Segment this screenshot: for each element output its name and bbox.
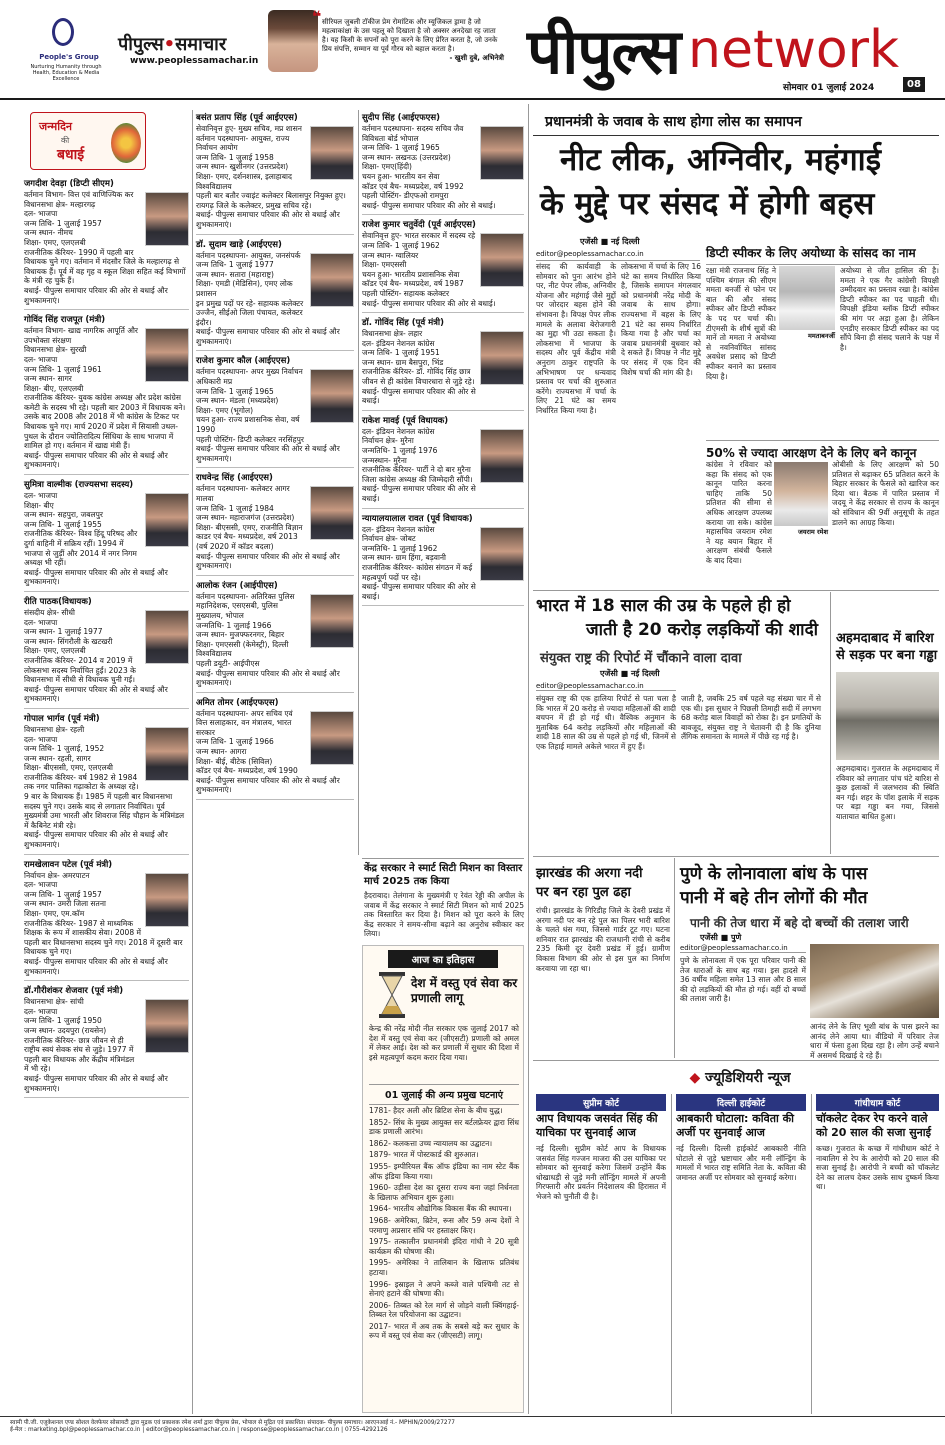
birthday-person-name: राकेश मावई (पूर्व विधायक) [362,415,449,426]
lead-body-col2: लोकसभा में चर्चा के लिए 16 घंटे का समय निर्धारित किया है, जिसके समापन मंगलवार को प्रधानमंत्री नरेंद्र मोदी के जवाब के साथ होगा। राज्यसभा में बहस के लिए 21 घंटे का समय निर्धारित किया गया है और चर्चा का जवाब प्रधानमंत्री बुधवार को दे सकते हैं। विपक्ष ने नीट मुद्दे पर संसद में एक दिन की विशेष चर्चा की मांग की है। [621,262,701,377]
birthday-person-photo [310,594,354,648]
quote-text: सीरियल जुबली टॉकीज प्रेम रोमांटिक और म्यूजिकल ड्रामा है जो महत्वाकांक्षा के उस पहलू को दिखाता है जो अक्सर अनदेखा रह जाता है। यह किसी के सपनों को पूरा करने के लिए प्रेरित करता है, जो उनके प्रिय संपत्ति, सम्मान या पूर्व गौरव को बहाल करता है। [322,18,498,53]
pune-headline[interactable] [680,862,939,910]
imprint-footer [0,1416,945,1445]
birthday-entry [24,312,189,475]
badge-top: जन्मदिन [39,120,73,133]
birthday-person-bio: विधानसभा क्षेत्र- सांची दल- भाजपा जन्म तिथि- 1 जुलाई 1950 जन्म स्थान- उदयपुरा (रायसेन) राजनीतिक कॅरियर- छात्र जीवन से ही राष्ट्रीय स्वयं सेवक संघ से जुड़े। 1977 में पहली बार विधायक और केंद्रीय मंत्रिमंडल में भी रहे। बधाई- पीपुल्स समाचार परिवार की ओर से बधाई और शुभकामनाएं। [24,997,168,1093]
pune-deck: पानी की तेज धारा में बहे दो बच्चों की तलाश जारी [690,916,909,930]
jairam-photo [774,462,828,526]
birthday-person-name: डॉ. सुदाम खाड़े (आईएएस) [196,239,282,250]
site-url[interactable]: www.peoplessamachar.in [130,56,259,66]
history-event: 1975- तत्कालीन प्रधानमंत्री इंदिरा गांधी ने 20 सूत्री कार्यक्रम की घोषणा की। [369,1237,519,1256]
tag-gandhidham-court: गांधीधाम कोर्ट [816,1094,939,1111]
birthday-person-photo [145,727,189,781]
smart-city-headline[interactable]: केंद्र सरकार ने स्मार्ट सिटी मिशन का विस्तार मार्च 2025 तक किया [364,863,523,887]
pune-email[interactable]: editor@peoplessamachar.co.in [680,944,806,953]
birthday-column-1 [24,176,189,1414]
brand-title [118,32,226,56]
group-name: People's Group [39,53,99,61]
birthday-badge [30,112,146,170]
ahmedabad-headline-line1: अहमदाबाद में बारिश [836,631,934,646]
birthday-person-name: गोविंद सिंह राजपूत (मंत्री) [24,315,106,326]
birthday-entry [196,470,354,575]
ahmedabad-pothole-photo [836,672,939,760]
history-event: 1968- अमेरिका, ब्रिटेन, रूस और 59 अन्य देशों ने परमाणु अप्रसार संधि पर हस्ताक्षर किए। [369,1215,519,1235]
birthday-person-photo [480,233,524,287]
birthday-person-bio: विधानसभा क्षेत्र- रहली दल- भाजपा जन्म तिथि- 1 जुलाई, 1952 जन्म स्थान- रहली, सागर शिक्षा- बीएससी, एमए, एलएलबी राजनीतिक कॅरियर- वर्ष 1982 से 1984 तक नगर पालिका गढ़ाकोटा के अध्यक्ष रहे। 9 बार के विधायक हैं। 1985 में पहली बार विधानसभा सदस्य चुने गए। उसके बाद से लगातार निर्वाचित। पूर्व मुख्यमंत्री उमा भारती और शिवराज सिंह चौहान के मंत्रिमंडल में कैबिनेट मंत्री रहे। बधाई- पीपुल्स समाचार परिवार की ओर से बधाई और शुभकामनाएं। [24,724,185,850]
birthday-entry [196,695,354,800]
birthday-person-photo [310,711,354,765]
birthday-entry [362,413,524,509]
birthday-entry [362,511,524,607]
mamata-caption: ममताबनर्जी [808,332,835,340]
history-event: 2006- तिब्बत को रेल मार्ग से जोड़ने वाली क्विंगहाई-तिब्बत रेल परियोजना का उद्घाटन। [369,1300,519,1320]
peoples-group-logo [52,18,74,46]
gandhidham-body: कच्छ। गुजरात के कच्छ में गांधीधाम कोर्ट ने नाबालिग से रेप के आरोपी को 20 साल की सजा सुनाई है। आरोपी ने बच्ची को चॉकलेट देने का लालच देकर उसके साथ दुष्कर्म किया था। [816,1144,939,1192]
mamata-photo [779,266,835,330]
history-event: 1862- कलकत्ता उच्च न्यायालय का उद्घाटन। [369,1138,493,1148]
marriage-deck: संयुक्त राष्ट्र की रिपोर्ट में चौंकाने वाला दावा [540,651,742,666]
birthday-person-bio: संसदीय क्षेत्र- सीधी दल- भाजपा जन्म स्थान- 1 जुलाई 1977 जन्म स्थान- सिंगरौली के खटखरी शिक्षा- एमए, एलएलबी राजनीतिक कॅरियर- 2014 व 2019 में लोकसभा सदस्य निर्वाचित हुईं। 2023 के विधानसभा में सीधी से विधायक चुनी गईं। बधाई- पीपुल्स समाचार परिवार की ओर से बधाई और शुभकामनाएं। [24,607,168,704]
birthday-person-name: राजेश कुमार कौल (आईएएस) [196,356,291,367]
birthday-entry [24,857,189,982]
history-body: केन्द्र की नरेंद्र मोदी नीत सरकार एक जुलाई 2017 को देश में वस्तु एवं सेवा कर (जीएसटी) प्रणाली को अमल में लेकर आई। देश को कर प्रणाली में सुधार की दिशा में इसे महत्वपूर्ण कदम करार दिया गया। [369,1024,519,1062]
deputy-body-col1: रक्षा मंत्री राजनाथ सिंह ने पश्चिम बंगाल की सीएम ममता बनर्जी से फोन पर बात की और संसद स्पीकर और डिप्टी स्पीकर के पद पर चर्चा की। टीएमसी के शीर्ष सूत्रों की मानें तो ममता ने अयोध्या से नवनिर्वाचित सांसद अवधेश प्रसाद को डिप्टी स्पीकर बनाने का प्रस्ताव दिया है। [706,266,776,381]
birthday-entry [24,477,189,592]
birthday-entry [24,711,189,855]
birthday-entry [24,594,189,709]
ahmedabad-headline-line2: से सड़क पर बना गड्ढा [836,648,938,663]
birthday-person-photo [145,192,189,246]
lead-byline: एजेंसी ■ नई दिल्ली [580,237,640,246]
lead-body-col1: संसद की कार्यवाही के सोमवार को पुनः आरंभ होने पर, नीट पेपर लीक, अग्निवीर योजना और महंगाई जैसे मुद्दों पर जोरदार बहस होने की संभावना है। विपक्ष पेपर लीक मामले के अलावा बेरोजगारी का मुद्दा भी उठा सकता है। लोकसभा में भाजपा के सदस्य और पूर्व केंद्रीय मंत्री अनुराग ठाकुर राष्ट्रपति के अभिभाषण पर धन्यवाद प्रस्ताव पर चर्चा की शुरुआत करेंगे। राज्यसभा में चर्चा के लिए 21 घंटे का समय निर्धारित किया गया है। [536,262,616,415]
supreme-court-body: नई दिल्ली। सुप्रीम कोर्ट आप के विधायक जसवंत सिंह गज्जन माजरा की उस याचिका पर सोमवार को सुनवाई करेगा जिसमें उन्होंने बैंक धोखाधड़ी से जुड़े मनी लॉन्ड्रिंग मामले में अपनी गिरफ्तारी और प्रवर्तन निदेशालय की हिरासत में भेजने को चुनौती दी है। [536,1144,666,1201]
history-headline: देश में वस्तु एवं सेवा कर प्रणाली लागू [411,976,518,1005]
delhi-hc-headline[interactable]: आबकारी घोटाला: कविता की अर्जी पर सुनवाई आज [676,1112,794,1139]
brand-post: समाचार [175,34,227,55]
birthday-person-name: न्यायालयालाल रावत (पूर्व विधायक) [362,513,473,524]
birthday-person-photo [310,126,354,180]
marriage-body-col1: संयुक्त राष्ट्र की एक हालिया रिपोर्ट से पता चला है कि भारत में 20 करोड़ से ज्यादा महिलाओं की शादी बचपन में ही हो गई थी। वैश्विक अनुमान के मुताबिक 64 करोड़ लड़कियों और महिलाओं की शादी 18 साल की उम्र से पहले हो गई थी, जिनमें से एक तिहाई मामले अकेले भारत में हुए हैं। [536,694,676,751]
birthday-person-photo [145,999,189,1053]
brand-pre: पीपुल्स [118,34,164,55]
history-event: 1781- हैदर अली और ब्रिटिश सेना के बीच युद्ध। [369,1106,503,1115]
birthday-person-bio: विधानसभा क्षेत्र- लहार दल- इंडियन नेशनल कांग्रेस जन्म तिथि- 1 जुलाई 1951 जन्म स्थान- ग्राम बैसपुरा, भिंड राजनीतिक कॅरियर- डॉ. गोविंद सिंह छात्र जीवन से ही कांग्रेस विचारधारा से जुड़े रहे। बधाई- पीपुल्स समाचार परिवार की ओर से बधाई। [362,329,476,406]
jharkhand-body: रांची। झारखंड के गिरिडीह जिले के देवरी प्रखंड में अरगा नदी पर बन रहे पुल का पिलर भारी बारिश के चलते धंस गया, जिससे गार्डर टूट गए। घटना शनिवार रात झारखंड की राजधानी रांची से करीब 235 किमी दूर देवरी प्रखंड में हुई। ग्रामीण विकास विभाग की ओर से इस पुल का निर्माण करवाया जा रहा था। [536,906,670,973]
birthday-person-bio: वर्तमान पदस्थापना- अतिरिक्त पुलिस महानिदेशक, एसएसबी, पुलिस मुख्यालय, भोपाल जन्मतिथि- 1 जुलाई 1966 जन्म स्थान- मुजफ्फरनगर, बिहार शिक्षा- एमएससी (केमेस्ट्री), दिल्ली विश्वविद्यालय पहली डयूटी- आईपीएस बधाई- पीपुल्स समाचार परिवार की ओर से बधाई और शुभकामनाएं। [196,591,340,688]
pune-headline-line2: पानी में बहे तीन लोगों की मौत [680,888,868,908]
birthday-entry [24,983,189,1098]
history-events-title: 01 जुलाई की अन्य प्रमुख घटनाएं [369,1084,519,1105]
marriage-byline: एजेंसी ■ नई दिल्ली [600,669,660,678]
birthday-person-bio: वर्तमान पदस्थापना- अपर सचिव एवं वित्त सलाहकार, वन मंत्रालय, भारत सरकार जन्म तिथि- 1 जुलाई 1966 जन्म स्थान- आगरा शिक्षा- बीई, बीटेक (सिविल) कॉडर एवं बैच- मध्यप्रदेश, वर्ष 1990 बधाई- पीपुल्स समाचार परिवार की ओर से बधाई और शुभकामनाएं। [196,708,340,795]
birthday-person-bio: दल- इंडियन नेशनल कांग्रेस निर्वाचन क्षेत्र- जोबट जन्मतिथि- 1 जुलाई 1962 जन्म स्थान- ग्राम हिंगा, बड़वानी राजनीतिक कॅरियर- कांग्रेस संगठन में कई महत्वपूर्ण पदों पर रहे। बधाई- पीपुल्स समाचार परिवार की ओर से बधाई। [362,524,476,601]
birthday-person-name: अमित तोमर (आईएफएस) [196,697,279,708]
birthday-entry [196,578,354,693]
deputy-headline[interactable]: डिप्टी स्पीकर के लिए अयोध्या के सांसद का नाम [706,244,939,265]
birthday-person-photo [310,253,354,307]
ahmedabad-body: अहमदाबाद। गुजरात के अहमदाबाद में रविवार को लगातार पांच घंटे बारिश से कुछ इलाकों में जलभराव की स्थिति बन गई। शहर के पॉश इलाके में सड़क पर बड़ा गड्ढा बन गया, जिससे यातायात बाधित हुआ। [836,764,939,821]
lead-email[interactable]: editor@peoplessamachar.co.in [536,250,700,261]
birthday-person-photo [480,527,524,581]
lead-headline-line2[interactable]: के मुद्दे पर संसद में होगी बहस [540,186,875,222]
footer-line2: ई-मेल : marketing.bpl@peoplessamachar.co.in | editor@peoplessamachar.co.in | response@peoplessamachar.co.in | 0755-4292126 [10,1427,388,1433]
history-event: 2017- भारत में अब तक के सबसे बड़े कर सुधार के रूप में वस्तु एवं सेवा कर (जीएसटी) लागू। [369,1321,519,1341]
marriage-headline[interactable] [536,594,826,642]
brand-separator: • [163,34,176,55]
smart-city-body: हैदराबाद। तेलंगाना के मुख्यमंत्री ए रेवंत रेड्डी की अपील के जवाब में केंद्र सरकार ने स्मार्ट सिटी मिशन को मार्च 2025 तक विस्तारित कर दिया है। मिशन को पूरा करने के लिए केंद्र सरकार ने समय-सीमा बढ़ाने का अनुरोध स्वीकार कर लिया। [364,891,524,939]
history-event: 1955- इम्पीरियल बैंक ऑफ इंडिया का नाम स्टेट बैंक ऑफ इंडिया किया गया। [369,1161,519,1181]
history-events-list [369,1106,519,1408]
birthday-person-photo [480,429,524,483]
pune-byline: एजेंसी ■ पुणे [700,933,742,942]
birthday-person-bio: निर्वाचन क्षेत्र- अमरपाटन दल- भाजपा जन्म तिथि- 1 जुलाई 1957 जन्म स्थान- उमरी जिला सतना शिक्षा- एमए, एम.कॉम राजनीतिक कॅरियर- 1987 से माध्यमिक शिक्षक के रूप में शासकीय सेवा। 2008 में पहली बार विधानसभा सदस्य चुने गए। 2018 में दूसरी बार विधायक चुने गए। बधाई- पीपुल्स समाचार परिवार की ओर से बधाई और शुभकामनाएं। [24,870,183,976]
reservation-body-col1: कांग्रेस ने रविवार को कहा कि संसद को एक कानून पारित करना चाहिए ताकि 50 प्रतिशत की सीमा से अधिक आरक्षण उपलब्ध कराया जा सके। कांग्रेस महासचिव जयराम रमेश ने यह बयान बिहार में आरक्षण संबंधी फैसले के बाद दिया। [706,460,772,565]
pune-body-col1: पुणे के लोनावला में एक पूरा परिवार पानी की तेज धाराओं के साथ बह गया। इस हादसे में 36 वर्षीय महिला समेत 13 साल और 8 साल की दो लड़कियों की मौत हो गई। वहीं दो बच्चों की तलाश जारी है। [680,956,806,1004]
birthday-column-2 [196,110,354,1414]
smart-city-story [364,862,524,955]
judiciary-accent-icon: ◆ [689,1070,701,1086]
birthday-person-name: सुदीप सिंह (आईएफएस) [362,113,440,123]
delhi-hc-body: नई दिल्ली। दिल्ली हाईकोर्ट आबकारी नीति घोटाले से जुड़े भ्रष्टाचार और मनी लॉन्ड्रिंग के मामलों में भारत राष्ट्र समिति नेता के. कविता की जमानत अर्जी पर सोमवार को सुनवाई करेगा। [676,1144,806,1182]
reservation-body-col2: ओबीसी के लिए आरक्षण को 50 प्रतिशत से बढ़ाकर 65 प्रतिशत करने के बिहार सरकार के फैसले को खारिज कर दिया था। बैठक में पारित प्रस्ताव में जदयू ने केंद्र सरकार से राज्य के कानून को संविधान की 9वीं अनुसूची के तहत डालने का आग्रह किया। [832,460,939,527]
history-event: 1964- भारतीय औद्योगिक विकास बैंक की स्थापना। [369,1204,512,1214]
footer-line1: स्वामी पी.जी. एजुकेशनल एण्ड सोशल वेलफेयर सोसायटी द्वारा मुद्रक एवं प्रकाशक रमेश शर्मा द्वारा पीपुल्स प्रेस, भोपाल से मुद्रित एवं प्रकाशित। संपादक- पीपुल्स समाचार। आरएनआई नं.- MPHIN/2009/27277 [10,1420,455,1426]
birthday-person-photo [480,331,524,385]
pune-body-col2: आनंद लेने के लिए भूशी बांध के पास झरने का आनंद लेने आया था। वीडियो में परिवार तेज धारा में फंसा हुआ दिख रहा है। लोग उन्हें बचाने में असमर्थ दिखाई दे रहे हैं। [810,1022,939,1060]
birthday-entry [362,315,524,411]
masthead [0,0,945,100]
marriage-body-col2: जाती है, जबकि 25 वर्ष पहले यह संख्या चार में से एक थी। इस सुधार ने पिछली तिमाही सदी में लगभग 68 करोड़ बाल विवाहों को रोका है। इन प्रगतियों के बावजूद, संयुक्त राष्ट्र ने चेतावनी दी है कि दुनिया लैंगिक समानता के मामले में पीछे रह गई है। [681,694,821,742]
actress-photo [268,10,318,72]
birthday-person-photo [310,369,354,423]
ahmedabad-headline[interactable] [836,630,939,664]
marriage-headline-line1: भारत में 18 साल की उम्र के पहले ही हो [536,596,791,616]
lead-kicker: प्रधानमंत्री के जवाब के साथ होगा लोस का समापन [545,114,802,130]
birthday-entry [362,110,524,215]
birthday-person-name: डॉ. गोविंद सिंह (पूर्व मंत्री) [362,318,445,329]
lead-headline-line1[interactable]: नीट लीक, अग्निवीर, महंगाई [560,142,881,178]
birthday-person-bio: वर्तमान पदस्थापना- कलेक्टर आगर मालवा जन्म तिथि- 1 जुलाई 1984 जन्म स्थान- महाराजगंज (उत्तरप्रदेश) शिक्षा- बीएससी, एमए, राजनीति विज्ञान काडर एवं बैच- मध्यप्रदेश, वर्ष 2013 (वर्ष 2020 में कॉडर बदला) बधाई- पीपुल्स समाचार परिवार की ओर से बधाई और शुभकामनाएं। [196,484,340,571]
flower-bouquet-icon [111,123,141,163]
judiciary-section [680,1068,800,1087]
history-event: 1996- इस्राइल ने अपने कब्जे वाले पश्चिमी तट से सेनाएं हटाने की घोषणा की। [369,1279,519,1299]
actress-quote [312,7,504,63]
birthday-person-name: सुमित्रा वाल्मीक (राज्यसभा सदस्य) [24,480,134,491]
pune-dam-photo [810,944,939,1018]
birthday-person-name: रीति पाठक(विधायक) [24,596,92,607]
judiciary-section-title: ज्यूडिशियरी न्यूज [705,1070,791,1086]
birthday-entry [24,176,189,310]
history-event: 1879- भारत में पोस्टकार्ड की शुरुआत। [369,1150,479,1160]
group-tagline: Nurturing Humanity through Health, Education & Media Excellence [30,64,102,82]
hourglass-icon [377,972,407,1018]
badge-mid: की [61,136,70,145]
birthday-entry [196,237,354,352]
birthday-person-name: गोपाल भार्गव (पूर्व मंत्री) [24,713,100,724]
supreme-court-headline[interactable]: आप विधायक जसवंत सिंह की याचिका पर सुनवाई आज [536,1112,658,1139]
reservation-headline[interactable]: 50% से ज्यादा आरक्षण देने के लिए बने कानून [706,440,939,461]
jairam-caption: जयराम रमेश [797,528,828,536]
issue-date: सोमवार 01 जुलाई 2024 [783,83,875,93]
birthday-column-3 [362,110,524,855]
gandhidham-headline[interactable]: चॉकलेट देकर रेप करने वाले को 20 साल की सजा सुनाई [816,1112,932,1139]
birthday-person-bio: दल- इंडियन नेशनल कांग्रेस निर्वाचन क्षेत्र- मुरैना जन्मतिथि- 1 जुलाई 1976 जन्मस्थान- मुरैना राजनीतिक कॅरियर- पार्टी ने दो बार मुरैना जिला कांग्रेस अध्यक्ष की जिम्मेदारी सौंपी। बधाई- पीपुल्स समाचार परिवार की ओर से बधाई। [362,426,476,503]
birthday-person-bio: सेवानिवृत्त हुए- मुख्य सचिव, मप्र शासन वर्तमान पदस्थापना- आयुक्त, राज्य निर्वाचन आयोग जन्म तिथि- 1 जुलाई 1958 जन्म स्थान- खुशीनगर (उत्तरप्रदेश) शिक्षा- एमए, दर्शनशास्त्र, इलाहाबाद विश्वविद्यालय पहली बार बतौर ज्वाइंट कलेक्टर बिलासपुर नियुक्त हुए। रायगढ़ जिले के कलेक्टर, प्रमुख सचिव रहे। बधाई- पीपुल्स समाचार परिवार की ओर से बधाई और शुभकामनाएं। [196,124,346,229]
history-event: 1960- उड़ीसा देश का दूसरा राज्य बना जहां निर्धनता के खिलाफ अभियान शुरू हुआ। [369,1183,519,1202]
birthday-person-photo [145,493,189,547]
history-event: 1852- सिंध के मुख्य आयुक्त सर बर्टलफ्रेयर द्वारा सिंध डाक प्रणाली आरंभ। [369,1117,519,1137]
birthday-person-name: डॉ.गौरीशंकर शेजवार (पूर्व मंत्री) [24,986,124,997]
birthday-person-bio: वर्तमान विभाग- खाद्य नागरिक आपूर्ति और उपभोक्ता संरक्षण विधानसभा क्षेत्र- सुरखी दल- भाजपा जन्म तिथि- 1 जुलाई 1961 जन्म स्थान- सागर शिक्षा- बीए, एलएलबी राजनीतिक कॅरियर- युवक कांग्रेस अध्यक्ष और प्रदेश कांग्रेस कमेटी के सदस्य भी रहे। पहली बार 2003 में विधायक बने। उसके बाद 2008 और 2018 में भी कांग्रेस के टिकट पर विधायक चुने गए। मार्च 2020 में प्रदेश में सियासी उथल-पुथल के दौरान ज्योतिरादित्य सिंधिया के साथ भाजपा में शामिल हो गए। वर्तमान में खाद्य मंत्री हैं। बधाई- पीपुल्स समाचार परिवार की ओर से बधाई और शुभकामनाएं। [24,326,186,470]
lead-kicker-bar [533,106,939,136]
birthday-person-name: जगदीश देवड़ा (डिप्टी सीएम) [24,179,114,189]
quote-mark-icon: ❝ [312,7,322,26]
birthday-person-name: आलोक रंजन (आईपीएस) [196,580,278,591]
masthead-hindi: पीपुल्स [527,15,681,88]
jharkhand-headline[interactable] [536,864,670,902]
birthday-person-name: बसंत प्रताप सिंह (पूर्व आईएएस) [196,113,298,123]
marriage-headline-line2: जाती है 20 करोड़ लड़कियों की शादी [586,620,819,640]
pune-headline-line1: पुणे के लोनावाला बांध के पास [680,864,868,884]
birthday-person-photo [145,328,189,382]
birthday-entry [362,217,524,313]
deputy-body-col2: अयोध्या से जीत हासिल की है। ममता ने एक गैर कांग्रेसी विपक्षी उम्मीदवार का प्रस्ताव रखा है। कांग्रेस डिप्टी स्पीकर का पद चाहती थी। विपक्षी इंडिया ब्लॉक डिप्टी स्पीकर की मांग पर अड़ा हुआ है। लेकिन एनडीए सरकार डिप्टी स्पीकर का पद सौंपे बिना ही संसद चलाने के पक्ष में है। [840,266,939,352]
birthday-person-bio: सेवानिवृत्त हुए- भारत सरकार में सदस्य रहे जन्म तिथि- 1 जुलाई 1962 जन्म स्थान- ग्वालियर शिक्षा- एमएससी चयन हुआ- भारतीय प्रशासनिक सेवा कॉडर एवं बैच- मध्यप्रदेश, वर्ष 1987 पहली पोस्टिंग- सहायक कलेक्टर बधाई- पीपुल्स समाचार परिवार की ओर से बधाई। [362,231,496,308]
tag-supreme-court: सुप्रीम कोर्ट [536,1094,666,1111]
jharkhand-headline-line1: झारखंड की अरगा नदी [536,866,643,881]
birthday-person-bio: वर्तमान पदस्थापना- आयुक्त, जनसंपर्क जन्म तिथि- 1 जुलाई 1977 जन्म स्थान- सतारा (महाराष्ट्र) शिक्षा- एमडी (मेडिसिन), एमए लोक प्रशासन इन प्रमुख पदों पर रहे- सहायक कलेक्टर उज्जैन, सीईओ जिला पंचायत, कलेक्टर इंदौर। बधाई- पीपुल्स समाचार परिवार की ओर से बधाई और शुभकामनाएं। [196,250,340,346]
history-label: आज का इतिहास [388,950,498,968]
birthday-person-bio: वर्तमान विभाग- वित्त एवं वाणिज्यिक कर विधानसभा क्षेत्र- मल्हारगढ़ दल- भाजपा जन्म तिथि- 1 जुलाई 1957 जन्म स्थान- नीमच शिक्षा- एमए, एलएलबी राजनीतिक कॅरियर- 1990 में पहली बार विधायक चुने गए। वर्तमान में मंदसौर जिले के मल्हारगढ़ से विधायक हैं। पूर्व में वह गृह व स्कूल शिक्षा सहित कई विभागों के मंत्री रह चुके हैं। बधाई- पीपुल्स समाचार परिवार की ओर से बधाई और शुभकामनाएं। [24,190,186,305]
tag-delhi-high-court: दिल्ली हाईकोर्ट [676,1094,806,1111]
birthday-person-photo [145,873,189,927]
badge-bottom: बधाई [57,147,85,163]
quote-author: - खुशी दुबे, अभिनेत्री [449,54,504,62]
page-number: 08 [903,77,925,92]
birthday-entry [196,353,354,468]
jharkhand-headline-line2: पर बन रहा पुल ढहा [536,885,631,900]
birthday-person-photo [310,486,354,540]
marriage-email[interactable]: editor@peoplessamachar.co.in [536,682,676,691]
history-event: 1995- अमेरिका ने तालिबान के खिलाफ प्रतिबंध हटाया। [369,1258,519,1277]
birthday-person-name: रामखेलावन पटेल (पूर्व मंत्री) [24,859,113,870]
birthday-person-bio: दल- भाजपा शिक्षा- बीए जन्म स्थान- सहपुरा, जबलपुर जन्म तिथि- 1 जुलाई 1955 राजनीतिक कॅरियर- विश्व हिंदू परिषद और दुर्गा वाहिनी में सक्रिय रहीं। 1994 में भाजपा से जुड़ीं और 2014 में नगर निगम अध्यक्ष भी रहीं। बधाई- पीपुल्स समाचार परिवार की ओर से बधाई और शुभकामनाएं। [24,491,168,587]
birthday-entry [196,110,354,235]
birthday-person-name: राधवेन्द्र सिंह (आईएएस) [196,473,273,484]
birthday-person-name: राजेश कुमार चतुर्वेदी (पूर्व आईएएस) [362,220,476,231]
history-box [362,945,524,1413]
masthead-english: network [688,20,900,80]
birthday-person-bio: वर्तमान पदस्थापना- अपर मुख्य निर्वाचन अधिकारी मप्र जन्म तिथि- 1 जुलाई 1965 जन्म स्थान- मंडला (मध्यप्रदेश) शिक्षा- एमए (भूगोल) चयन हुआ- राज्य प्रशासनिक सेवा, वर्ष 1990 पहली पोस्टिंग- डिप्टी कलेक्टर नरसिंहपुर बधाई- पीपुल्स समाचार परिवार की ओर से बधाई और शुभकामनाएं। [196,367,340,463]
birthday-person-bio: वर्तमान पदस्थापना- सदस्य सचिव जैव विविधता बोर्ड भोपाल जन्म तिथि- 1 जुलाई 1965 जन्म स्थान- लखनऊ (उत्तरप्रदेश) शिक्षा- एमए(हिंदी) चयन हुआ- भारतीय वन सेवा कॉडर एवं बैच- मध्यप्रदेश, वर्ष 1992 पहली पोस्टिंग- डीएफओ रामपुरा बधाई- पीपुल्स समाचार परिवार की ओर से बधाई। [362,124,496,210]
birthday-person-photo [480,126,524,180]
birthday-person-photo [145,610,189,664]
